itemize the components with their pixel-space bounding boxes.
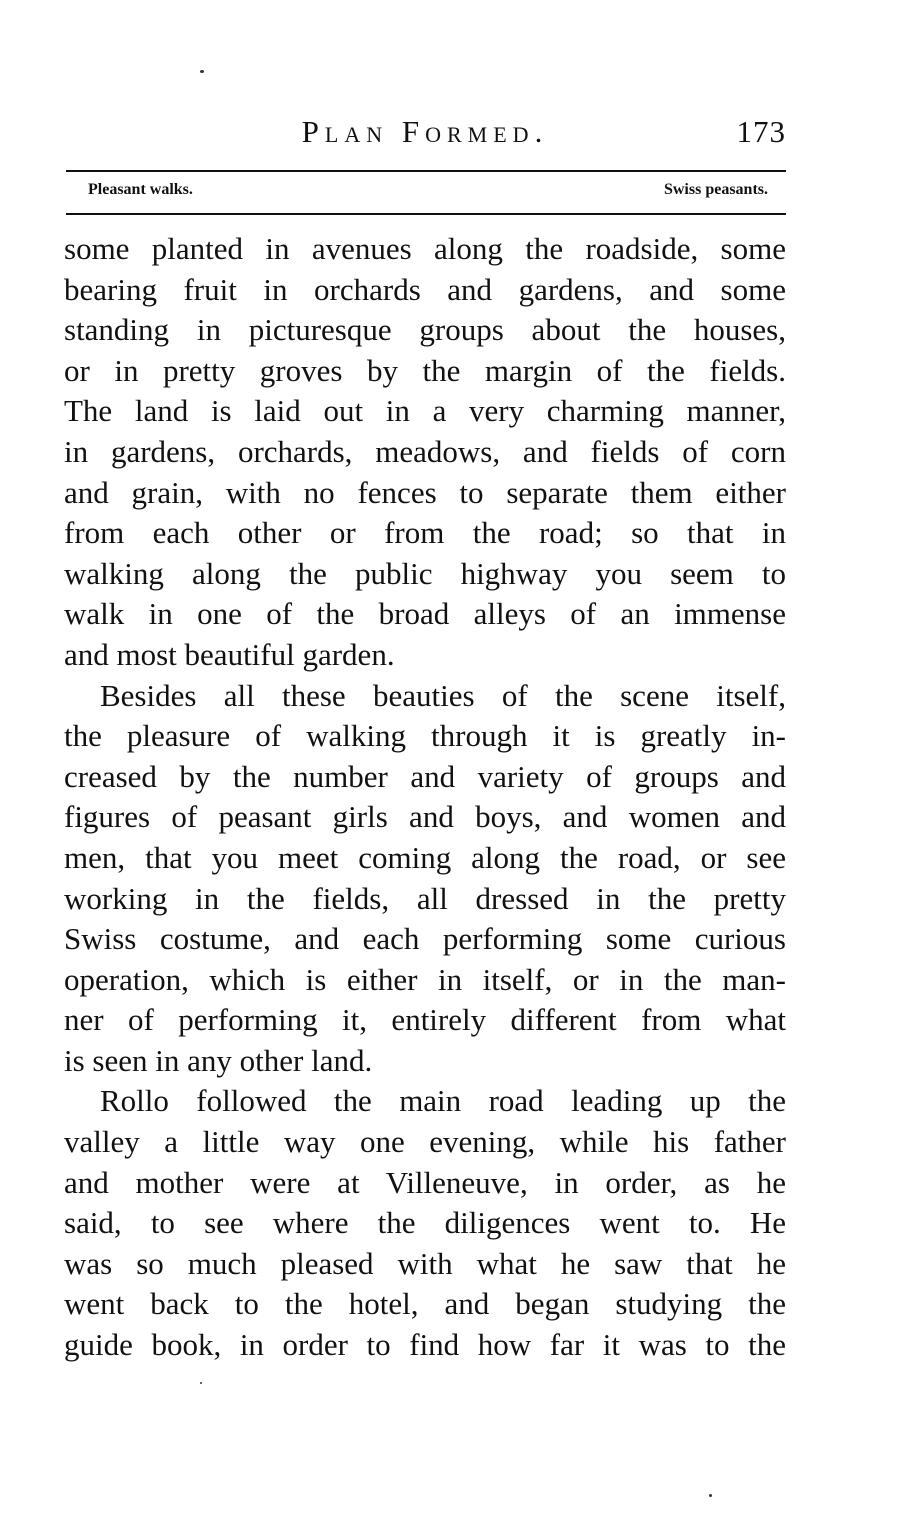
text-line: or in pretty groves by the margin of the fields. (64, 352, 786, 388)
text-line: creased by the number and variety of groups and (64, 758, 786, 794)
side-head-left: Pleasant walks. (88, 181, 193, 198)
text-line: and mother were at Villeneuve, in order, as he (64, 1164, 786, 1200)
text-line: Rollo followed the main road leading up the (100, 1083, 786, 1119)
header-rule-top (66, 170, 786, 172)
text-line: men, that you meet coming along the road, or see (64, 839, 786, 875)
text-line: the pleasure of walking through it is greatly in- (64, 718, 786, 754)
text-line: was so much pleased with what he saw that he (64, 1245, 786, 1281)
text-line: Swiss costume, and each performing some curious (64, 921, 786, 957)
text-line: bearing fruit in orchards and gardens, and some (64, 271, 786, 307)
text-line: walk in one of the broad alleys of an immense (64, 596, 786, 632)
scan-speck (200, 1382, 202, 1384)
text-line: some planted in avenues along the roadside, some (64, 231, 786, 266)
text-line: The land is laid out in a very charming manner, (64, 393, 786, 429)
body-text (64, 229, 786, 1366)
text-line: guide book, in order to find how far it was to the (64, 1327, 786, 1363)
running-head (64, 112, 786, 156)
text-line: and grain, with no fences to separate them either (64, 474, 786, 510)
paragraph-3 (64, 1081, 786, 1365)
text-line: operation, which is either in itself, or in the man- (64, 961, 786, 997)
paragraph-2 (64, 676, 786, 1082)
text-line: in gardens, orchards, meadows, and fields of corn (64, 433, 786, 469)
page-number: 173 (736, 114, 786, 149)
text-line: and most beautiful garden. (64, 636, 395, 672)
text-line: walking along the public highway you seem to (64, 555, 786, 591)
side-heads (88, 178, 768, 202)
scan-speck (709, 1494, 712, 1497)
text-line: ner of performing it, entirely different from what (64, 1002, 786, 1038)
text-line: is seen in any other land. (64, 1042, 373, 1078)
running-title: Plan Formed. (301, 114, 549, 149)
header-rule-bottom (66, 213, 786, 215)
text-line: went back to the hotel, and began studying the (64, 1286, 786, 1322)
text-line: from each other or from the road; so that in (64, 515, 786, 551)
scan-speck (200, 70, 204, 73)
text-line: Besides all these beauties of the scene itself, (100, 677, 786, 713)
side-head-right: Swiss peasants. (663, 181, 768, 198)
text-line: valley a little way one evening, while his father (64, 1124, 786, 1160)
text-line: working in the fields, all dressed in the pretty (64, 880, 786, 916)
text-line: standing in picturesque groups about the houses, (64, 312, 786, 348)
text-line: figures of peasant girls and boys, and women and (64, 799, 786, 835)
text-line: said, to see where the diligences went to. He (64, 1205, 786, 1241)
paragraph-1 (64, 229, 786, 676)
